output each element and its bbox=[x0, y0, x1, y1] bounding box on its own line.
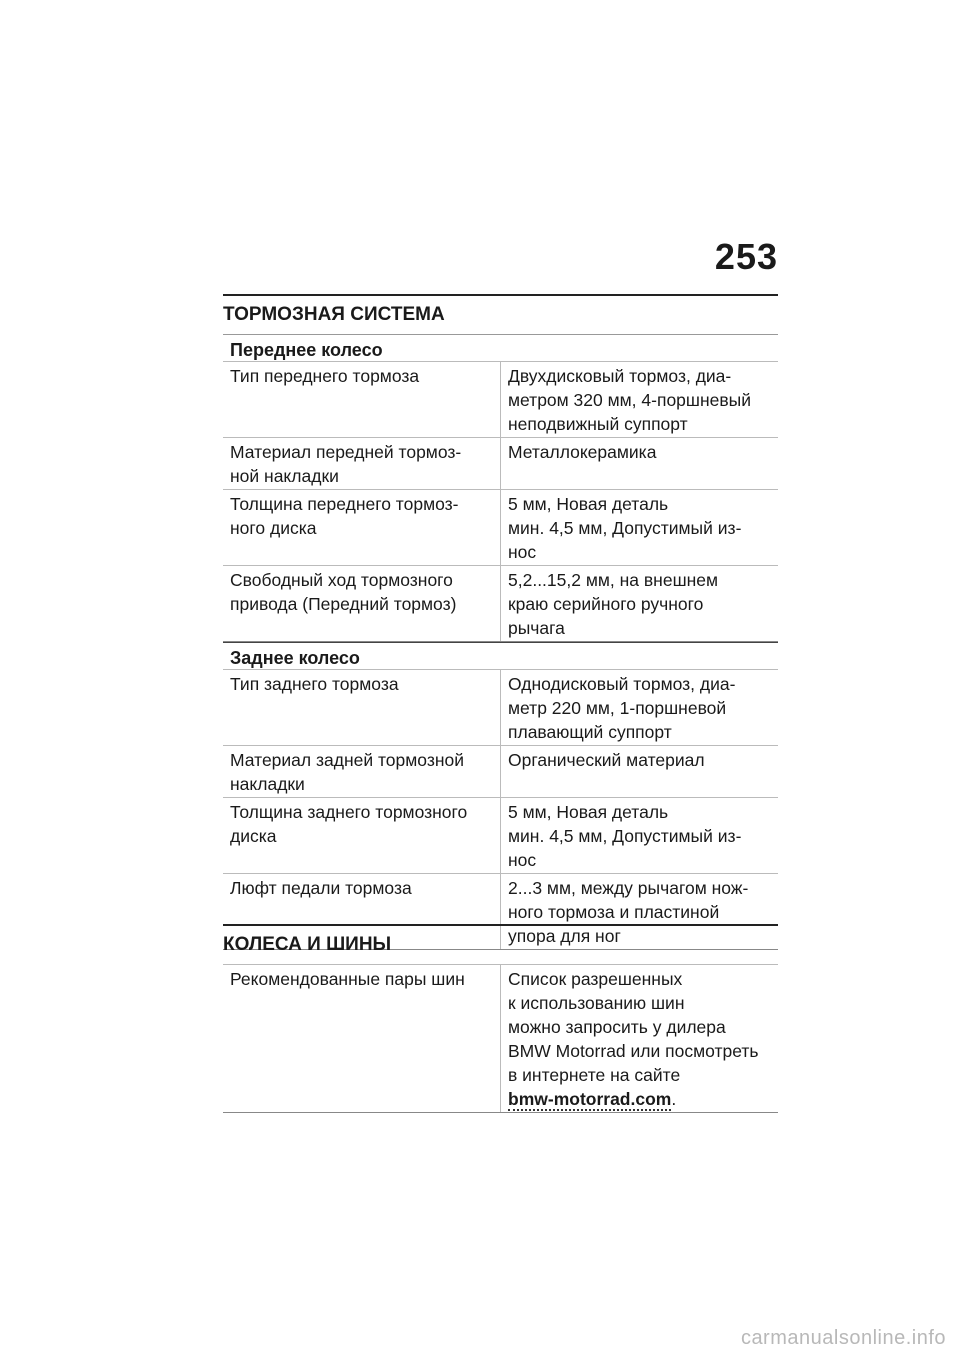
brake-system-title: ТОРМОЗНАЯ СИСТЕМА bbox=[223, 304, 445, 325]
spec-label: Материал передней тормоз- ной накладки bbox=[223, 438, 501, 490]
link-suffix: . bbox=[671, 1089, 677, 1109]
table-row bbox=[223, 438, 778, 490]
brake-system-section bbox=[223, 294, 778, 950]
wheels-tires-title: КОЛЕСА И ШИНЫ bbox=[223, 934, 392, 955]
spec-value: Список разрешенных к использованию шин можно запросить у дилера BMW Motorrad или посмотреть в интернете на сайте bmw-motorrad.com. bbox=[501, 965, 779, 1113]
spec-value: Двухдисковый тормоз, диа- метром 320 мм, 4-поршневый неподвижный суппорт bbox=[501, 362, 779, 438]
table-row bbox=[223, 566, 778, 642]
spec-label: Люфт педали тормоза bbox=[223, 874, 501, 950]
rear-wheel-heading: Заднее колесо bbox=[223, 642, 778, 669]
spec-label: Тип заднего тормоза bbox=[223, 670, 501, 746]
front-wheel-heading: Переднее колесо bbox=[223, 334, 778, 361]
table-row bbox=[223, 362, 778, 438]
front-brake-table bbox=[223, 361, 778, 642]
spec-value: Органический материал bbox=[501, 746, 779, 798]
spec-label: Свободный ход тормозного привода (Передний тормоз) bbox=[223, 566, 501, 642]
spec-label: Рекомендованные пары шин bbox=[223, 965, 501, 1113]
bmw-motorrad-link[interactable]: bmw-motorrad.com bbox=[508, 1089, 672, 1109]
rear-brake-table bbox=[223, 669, 778, 950]
spec-value: Однодисковый тормоз, диа- метр 220 мм, 1-поршневой плавающий суппорт bbox=[501, 670, 779, 746]
spec-label: Толщина переднего тормоз- ного диска bbox=[223, 490, 501, 566]
spec-value: Металлокерамика bbox=[501, 438, 779, 490]
table-row bbox=[223, 670, 778, 746]
table-row bbox=[223, 798, 778, 874]
tires-table bbox=[223, 964, 778, 1113]
watermark: carmanualsonline.info bbox=[740, 1327, 946, 1349]
spec-value: 5 мм, Новая деталь мин. 4,5 мм, Допустимый из- нос bbox=[501, 798, 779, 874]
spec-label: Тип переднего тормоза bbox=[223, 362, 501, 438]
spec-value: 2...3 мм, между рычагом нож- ного тормоза и пластиной упора для ног bbox=[501, 874, 779, 950]
page-number: 253 bbox=[714, 236, 778, 277]
spec-label: Толщина заднего тормозного диска bbox=[223, 798, 501, 874]
table-row bbox=[223, 490, 778, 566]
spec-value: 5,2...15,2 мм, на внешнем краю серийного ручного рычага bbox=[501, 566, 779, 642]
table-row bbox=[223, 746, 778, 798]
wheels-tires-section bbox=[223, 924, 778, 1113]
spec-value: 5 мм, Новая деталь мин. 4,5 мм, Допустимый из- нос bbox=[501, 490, 779, 566]
table-row bbox=[223, 965, 778, 1113]
spec-label: Материал задней тормозной накладки bbox=[223, 746, 501, 798]
